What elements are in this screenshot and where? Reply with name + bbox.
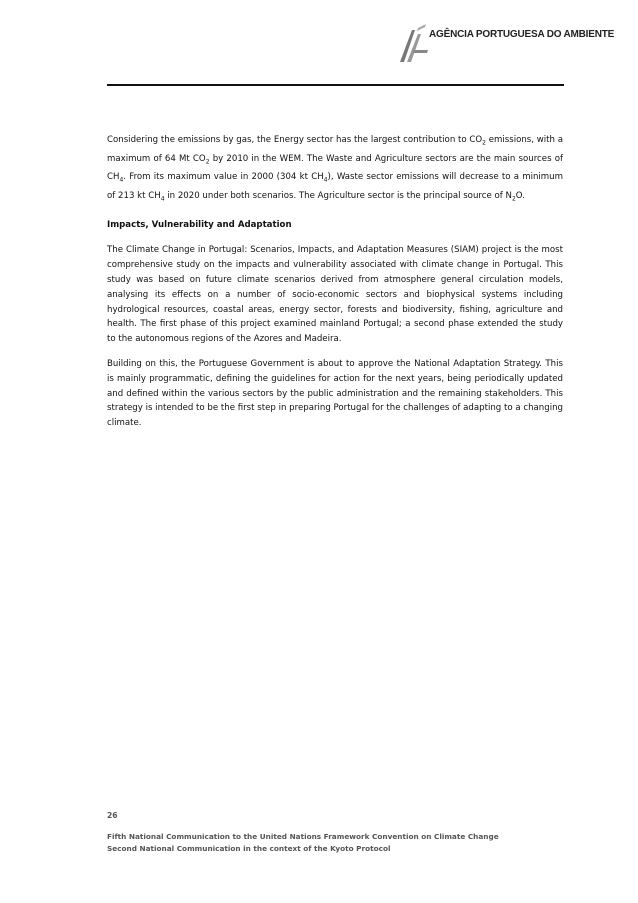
agency-name: AGÊNCIA PORTUGUESA DO AMBIENTE — [429, 29, 615, 40]
page-footer — [107, 810, 499, 855]
siam-paragraph: The Climate Change in Portugal: Scenarios, Impacts, and Adaptation Measures (SIAM) project is the most comprehensive study on the impacts and vulnerability associated with climate change in Portugal. This study was based on future climate scenarios derived from atmosphere general circulation models, analysing its effects on a number of socio-economic sectors and biophysical systems including hydrological resources, coastal areas, energy sector, forests and biodiversity, fishing, agriculture and health. The first phase of this project examined mainland Portugal; a second phase extended the study to the autonomous regions of the Azores and Madeira. — [107, 245, 563, 345]
header-divider — [107, 84, 564, 86]
footer-line-1: Fifth National Communication to the United Nations Framework Convention on Climate Change — [107, 832, 499, 841]
page-number: 26 — [107, 811, 118, 820]
agency-logo — [398, 22, 615, 64]
adaptation-strategy-paragraph: Building on this, the Portuguese Government is about to approve the National Adaptation Strategy. This is mainly programmatic, defining the guidelines for action for the next years, being periodically updated and defined within the various sectors by the public administration and the remaining stakeholders. This strategy is intended to be the first step in preparing Portugal for the challenges of adapting to a changing climate. — [107, 358, 563, 429]
emissions-paragraph: Considering the emissions by gas, the Energy sector has the largest contribution to $CO_2$ emissions, with a maximum of 64 Mt $CO_2$ by 2010 in the WEM. The Waste and Agriculture sectors are the main sources of $CH_4$. From its maximum value in 2000 (304 kt $CH_4$), Waste sector emissions will decrease to a minimum of 213 kt $CH_4$ in 2020 under both scenarios. The Agriculture sector is the principal source of $N_2O$. — [107, 135, 563, 203]
footer-line-2: Second National Communication in the context of the Kyoto Protocol — [107, 844, 391, 853]
main-content — [107, 131, 563, 431]
section-heading: Impacts, Vulnerability and Adaptation — [107, 220, 292, 231]
